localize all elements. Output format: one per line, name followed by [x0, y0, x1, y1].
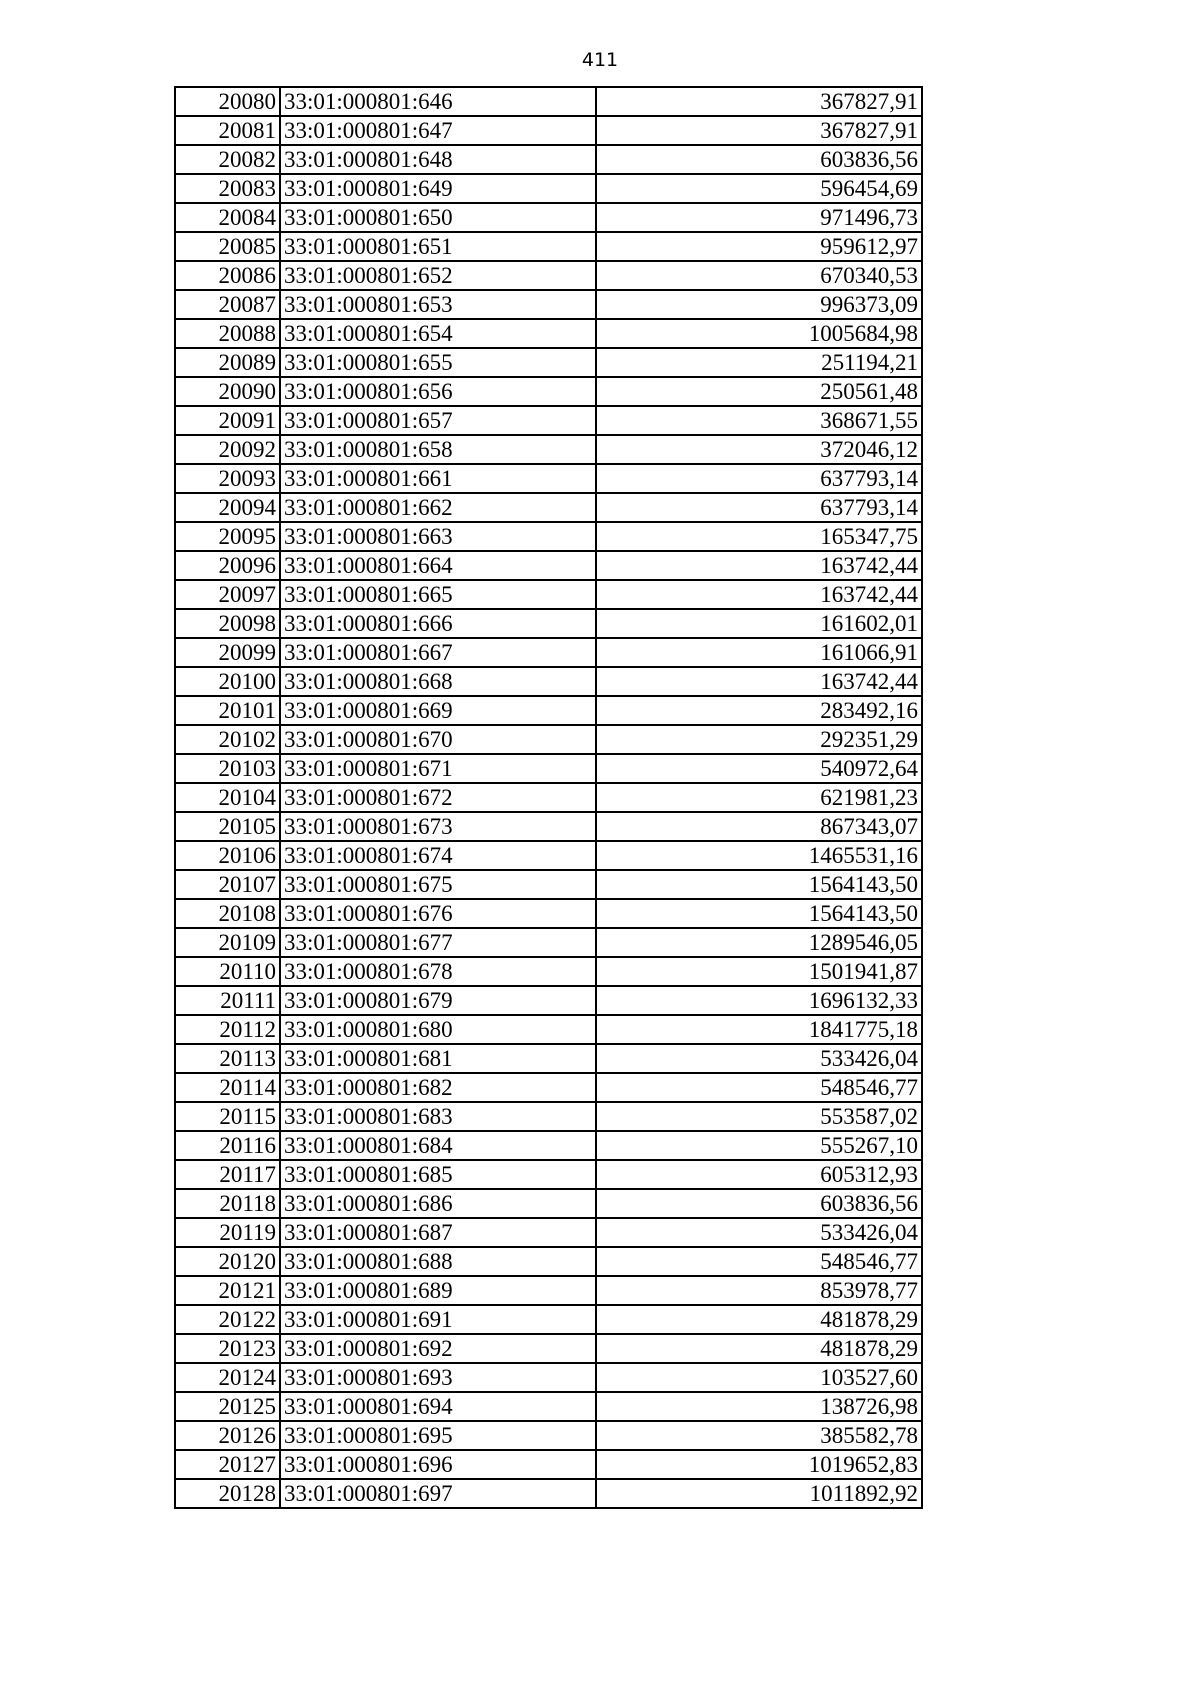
cadastral-number-cell: 33:01:000801:694: [280, 1392, 596, 1421]
row-number-cell: 20108: [175, 899, 280, 928]
value-cell: 553587,02: [596, 1102, 922, 1131]
value-cell: 1465531,16: [596, 841, 922, 870]
table-row: [175, 928, 922, 957]
cadastral-number-cell: 33:01:000801:677: [280, 928, 596, 957]
cadastral-number-cell: 33:01:000801:646: [280, 87, 596, 116]
cadastral-number-cell: 33:01:000801:691: [280, 1305, 596, 1334]
value-cell: 548546,77: [596, 1247, 922, 1276]
value-cell: 367827,91: [596, 87, 922, 116]
table-row: [175, 1247, 922, 1276]
cadastral-number-cell: 33:01:000801:657: [280, 406, 596, 435]
value-cell: 959612,97: [596, 232, 922, 261]
row-number-cell: 20101: [175, 696, 280, 725]
cadastral-number-cell: 33:01:000801:673: [280, 812, 596, 841]
value-cell: 292351,29: [596, 725, 922, 754]
row-number-cell: 20119: [175, 1218, 280, 1247]
row-number-cell: 20117: [175, 1160, 280, 1189]
row-number-cell: 20104: [175, 783, 280, 812]
table-row: [175, 145, 922, 174]
row-number-cell: 20120: [175, 1247, 280, 1276]
cadastral-number-cell: 33:01:000801:666: [280, 609, 596, 638]
table-row: [175, 1363, 922, 1392]
cadastral-number-cell: 33:01:000801:684: [280, 1131, 596, 1160]
table-row: [175, 348, 922, 377]
cadastral-number-cell: 33:01:000801:665: [280, 580, 596, 609]
value-cell: 1289546,05: [596, 928, 922, 957]
row-number-cell: 20127: [175, 1450, 280, 1479]
row-number-cell: 20111: [175, 986, 280, 1015]
value-cell: 1019652,83: [596, 1450, 922, 1479]
table-row: [175, 609, 922, 638]
cadastral-number-cell: 33:01:000801:669: [280, 696, 596, 725]
value-cell: 853978,77: [596, 1276, 922, 1305]
row-number-cell: 20102: [175, 725, 280, 754]
table-row: [175, 116, 922, 145]
row-number-cell: 20098: [175, 609, 280, 638]
cadastral-number-cell: 33:01:000801:686: [280, 1189, 596, 1218]
row-number-cell: 20110: [175, 957, 280, 986]
row-number-cell: 20109: [175, 928, 280, 957]
cadastral-number-cell: 33:01:000801:663: [280, 522, 596, 551]
cadastral-number-cell: 33:01:000801:689: [280, 1276, 596, 1305]
table-row: [175, 493, 922, 522]
row-number-cell: 20100: [175, 667, 280, 696]
value-cell: 533426,04: [596, 1044, 922, 1073]
value-cell: 603836,56: [596, 145, 922, 174]
value-cell: 670340,53: [596, 261, 922, 290]
value-cell: 103527,60: [596, 1363, 922, 1392]
table-row: [175, 377, 922, 406]
row-number-cell: 20122: [175, 1305, 280, 1334]
cadastral-number-cell: 33:01:000801:652: [280, 261, 596, 290]
cadastral-number-cell: 33:01:000801:675: [280, 870, 596, 899]
value-cell: 555267,10: [596, 1131, 922, 1160]
cadastral-number-cell: 33:01:000801:656: [280, 377, 596, 406]
table-row: [175, 696, 922, 725]
value-cell: 163742,44: [596, 580, 922, 609]
row-number-cell: 20085: [175, 232, 280, 261]
row-number-cell: 20124: [175, 1363, 280, 1392]
value-cell: 251194,21: [596, 348, 922, 377]
table-row: [175, 1305, 922, 1334]
cadastral-number-cell: 33:01:000801:651: [280, 232, 596, 261]
value-cell: 1841775,18: [596, 1015, 922, 1044]
row-number-cell: 20094: [175, 493, 280, 522]
table-row: [175, 725, 922, 754]
table-row: [175, 1334, 922, 1363]
row-number-cell: 20099: [175, 638, 280, 667]
value-cell: 637793,14: [596, 464, 922, 493]
row-number-cell: 20097: [175, 580, 280, 609]
row-number-cell: 20115: [175, 1102, 280, 1131]
table-row: [175, 1392, 922, 1421]
cadastral-number-cell: 33:01:000801:680: [280, 1015, 596, 1044]
table-row: [175, 522, 922, 551]
table-row: [175, 290, 922, 319]
row-number-cell: 20090: [175, 377, 280, 406]
value-cell: 368671,55: [596, 406, 922, 435]
table-row: [175, 261, 922, 290]
value-cell: 1564143,50: [596, 899, 922, 928]
row-number-cell: 20087: [175, 290, 280, 319]
row-number-cell: 20125: [175, 1392, 280, 1421]
table-row: [175, 1276, 922, 1305]
row-number-cell: 20118: [175, 1189, 280, 1218]
row-number-cell: 20123: [175, 1334, 280, 1363]
table-row: [175, 754, 922, 783]
row-number-cell: 20096: [175, 551, 280, 580]
table-row: [175, 638, 922, 667]
value-cell: 1005684,98: [596, 319, 922, 348]
row-number-cell: 20107: [175, 870, 280, 899]
row-number-cell: 20128: [175, 1479, 280, 1508]
cadastral-number-cell: 33:01:000801:688: [280, 1247, 596, 1276]
row-number-cell: 20105: [175, 812, 280, 841]
table-row: [175, 1102, 922, 1131]
cadastral-number-cell: 33:01:000801:662: [280, 493, 596, 522]
value-cell: 385582,78: [596, 1421, 922, 1450]
table-row: [175, 1479, 922, 1508]
cadastral-number-cell: 33:01:000801:655: [280, 348, 596, 377]
value-cell: 996373,09: [596, 290, 922, 319]
value-cell: 1501941,87: [596, 957, 922, 986]
cadastral-number-cell: 33:01:000801:670: [280, 725, 596, 754]
value-cell: 161602,01: [596, 609, 922, 638]
value-cell: 1564143,50: [596, 870, 922, 899]
cadastral-number-cell: 33:01:000801:661: [280, 464, 596, 493]
value-cell: 481878,29: [596, 1305, 922, 1334]
cadastral-number-cell: 33:01:000801:676: [280, 899, 596, 928]
cadastral-number-cell: 33:01:000801:672: [280, 783, 596, 812]
cadastral-number-cell: 33:01:000801:687: [280, 1218, 596, 1247]
cadastral-number-cell: 33:01:000801:664: [280, 551, 596, 580]
value-cell: 548546,77: [596, 1073, 922, 1102]
registry-table: [174, 86, 923, 1509]
cadastral-number-cell: 33:01:000801:693: [280, 1363, 596, 1392]
row-number-cell: 20114: [175, 1073, 280, 1102]
row-number-cell: 20106: [175, 841, 280, 870]
table-row: [175, 406, 922, 435]
value-cell: 1011892,92: [596, 1479, 922, 1508]
table-row: [175, 986, 922, 1015]
value-cell: 163742,44: [596, 551, 922, 580]
table-row: [175, 319, 922, 348]
cadastral-number-cell: 33:01:000801:692: [280, 1334, 596, 1363]
value-cell: 138726,98: [596, 1392, 922, 1421]
cadastral-number-cell: 33:01:000801:696: [280, 1450, 596, 1479]
row-number-cell: 20088: [175, 319, 280, 348]
row-number-cell: 20093: [175, 464, 280, 493]
table-row: [175, 1160, 922, 1189]
row-number-cell: 20095: [175, 522, 280, 551]
row-number-cell: 20103: [175, 754, 280, 783]
cadastral-number-cell: 33:01:000801:654: [280, 319, 596, 348]
row-number-cell: 20116: [175, 1131, 280, 1160]
value-cell: 603836,56: [596, 1189, 922, 1218]
table-row: [175, 899, 922, 928]
table-row: [175, 1015, 922, 1044]
row-number-cell: 20086: [175, 261, 280, 290]
value-cell: 250561,48: [596, 377, 922, 406]
value-cell: 621981,23: [596, 783, 922, 812]
value-cell: 637793,14: [596, 493, 922, 522]
cadastral-number-cell: 33:01:000801:647: [280, 116, 596, 145]
cadastral-number-cell: 33:01:000801:667: [280, 638, 596, 667]
cadastral-number-cell: 33:01:000801:681: [280, 1044, 596, 1073]
value-cell: 596454,69: [596, 174, 922, 203]
cadastral-number-cell: 33:01:000801:682: [280, 1073, 596, 1102]
table-row: [175, 841, 922, 870]
value-cell: 481878,29: [596, 1334, 922, 1363]
cadastral-number-cell: 33:01:000801:685: [280, 1160, 596, 1189]
row-number-cell: 20081: [175, 116, 280, 145]
value-cell: 971496,73: [596, 203, 922, 232]
table-row: [175, 174, 922, 203]
table-row: [175, 551, 922, 580]
registry-table-body: [175, 87, 922, 1508]
table-row: [175, 203, 922, 232]
row-number-cell: 20091: [175, 406, 280, 435]
table-row: [175, 435, 922, 464]
table-row: [175, 232, 922, 261]
row-number-cell: 20089: [175, 348, 280, 377]
value-cell: 867343,07: [596, 812, 922, 841]
table-row: [175, 580, 922, 609]
row-number-cell: 20083: [175, 174, 280, 203]
cadastral-number-cell: 33:01:000801:658: [280, 435, 596, 464]
cadastral-number-cell: 33:01:000801:683: [280, 1102, 596, 1131]
row-number-cell: 20112: [175, 1015, 280, 1044]
table-row: [175, 464, 922, 493]
value-cell: 163742,44: [596, 667, 922, 696]
cadastral-number-cell: 33:01:000801:648: [280, 145, 596, 174]
cadastral-number-cell: 33:01:000801:668: [280, 667, 596, 696]
row-number-cell: 20082: [175, 145, 280, 174]
table-row: [175, 1073, 922, 1102]
value-cell: 1696132,33: [596, 986, 922, 1015]
cadastral-number-cell: 33:01:000801:697: [280, 1479, 596, 1508]
row-number-cell: 20092: [175, 435, 280, 464]
value-cell: 165347,75: [596, 522, 922, 551]
value-cell: 283492,16: [596, 696, 922, 725]
cadastral-number-cell: 33:01:000801:650: [280, 203, 596, 232]
table-row: [175, 1218, 922, 1247]
table-row: [175, 870, 922, 899]
cadastral-number-cell: 33:01:000801:678: [280, 957, 596, 986]
table-row: [175, 957, 922, 986]
cadastral-number-cell: 33:01:000801:653: [280, 290, 596, 319]
table-row: [175, 783, 922, 812]
page-number: 411: [581, 49, 619, 71]
row-number-cell: 20084: [175, 203, 280, 232]
table-row: [175, 1189, 922, 1218]
value-cell: 367827,91: [596, 116, 922, 145]
value-cell: 605312,93: [596, 1160, 922, 1189]
row-number-cell: 20126: [175, 1421, 280, 1450]
value-cell: 161066,91: [596, 638, 922, 667]
value-cell: 540972,64: [596, 754, 922, 783]
table-row: [175, 1044, 922, 1073]
table-row: [175, 667, 922, 696]
table-row: [175, 812, 922, 841]
row-number-cell: 20121: [175, 1276, 280, 1305]
value-cell: 372046,12: [596, 435, 922, 464]
table-row: [175, 87, 922, 116]
cadastral-number-cell: 33:01:000801:671: [280, 754, 596, 783]
cadastral-number-cell: 33:01:000801:695: [280, 1421, 596, 1450]
table-row: [175, 1421, 922, 1450]
table-row: [175, 1131, 922, 1160]
value-cell: 533426,04: [596, 1218, 922, 1247]
table-row: [175, 1450, 922, 1479]
cadastral-number-cell: 33:01:000801:649: [280, 174, 596, 203]
row-number-cell: 20080: [175, 87, 280, 116]
row-number-cell: 20113: [175, 1044, 280, 1073]
cadastral-number-cell: 33:01:000801:679: [280, 986, 596, 1015]
cadastral-number-cell: 33:01:000801:674: [280, 841, 596, 870]
